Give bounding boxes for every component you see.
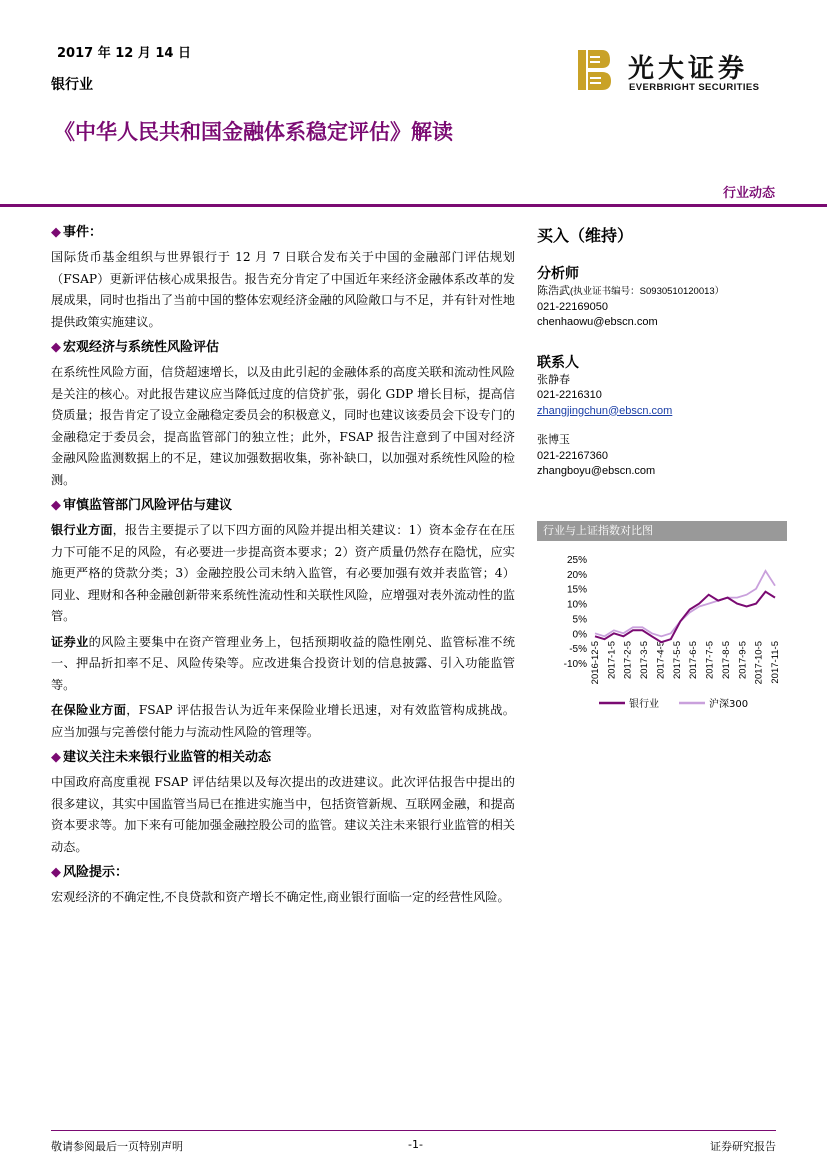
analyst-cert: (执业证书编号：S0930510120013） xyxy=(570,286,725,297)
macro-paragraph: 在系统性风险方面，信贷超速增长，以及由此引起的金融体系的高度关联和流动性风险是关注的核心。对此报告建议应当降低过度的信贷扩张，弱化 GDP 增长目标，提高信贷质量；报告肯定了设立金融稳定委员会的积极意义，同时也建议该委员会下设专门的金融稳定于委员会，提高监管部门的独立性；此外，FSAP 报告注意到了中国对经济金融风险监测数据上的不足，建议加强数据收集，弥补缺口，以加强对系统性风险的检测。 xyxy=(51,365,515,487)
y-tick-label: 5% xyxy=(572,614,587,626)
diamond-bullet-icon: ◆ xyxy=(51,340,61,355)
contact1-phone: 021-2216310 xyxy=(537,389,602,401)
y-tick-label: 20% xyxy=(566,569,587,581)
sidebar xyxy=(537,222,787,480)
section-heading-risk: ◆ 风险提示： xyxy=(51,865,129,880)
footer-divider xyxy=(51,1130,776,1131)
rating: 买入（维持） xyxy=(537,226,634,245)
diamond-bullet-icon: ◆ xyxy=(51,498,61,513)
bank-lead: 银行业方面 xyxy=(51,523,113,537)
x-tick-label: 2017-9-5 xyxy=(737,641,749,680)
page-number: -1- xyxy=(408,1138,423,1151)
y-tick-label: -10% xyxy=(563,659,587,670)
y-tick-label: 0% xyxy=(572,629,587,641)
legend-label: 银行业 xyxy=(629,699,659,710)
company-logo xyxy=(578,48,778,94)
analyst-email: chenhaowu@ebscn.com xyxy=(537,316,658,328)
analyst-label: 分析师 xyxy=(537,266,579,282)
main-content xyxy=(51,222,515,913)
x-tick-label: 2017-10-5 xyxy=(753,641,765,685)
x-tick-label: 2017-6-5 xyxy=(688,641,700,680)
y-tick-label: -5% xyxy=(569,644,587,656)
comparison-chart xyxy=(537,521,787,717)
analyst-line xyxy=(537,284,787,300)
focus-paragraph: 中国政府高度重视 FSAP 评估结果以及每次提出的改进建议。此次评估报告中提出的很多建议，其实中国监管当局已在推进实施当中，包括资管新规、互联网金融，和提高资本要求等。加下来有可能加强金融控股公司的监管。建议关注未来银行业监管的相关动态。 xyxy=(51,775,515,854)
x-tick-label: 2017-2-5 xyxy=(622,641,634,680)
event-paragraph: 国际货币基金组织与世界银行于 12 月 7 日联合发布关于中国的金融部门评估规划（FSAP）更新评估核心成果报告。报告充分肯定了中国近年来经济金融体系改革的发展成果，同时也指出了当前中国的整体宏观经济金融的风险敞口与不足，并有针对性地提供政策实施建议。 xyxy=(51,250,515,329)
diamond-bullet-icon: ◆ xyxy=(51,865,61,880)
logo-english-text: EVERBRIGHT SECURITIES xyxy=(629,82,760,93)
footer-report-type: 证券研究报告 xyxy=(710,1140,776,1153)
contact2-name: 张博玉 xyxy=(537,434,570,446)
contact1-name: 张静春 xyxy=(537,373,570,386)
x-tick-label: 2017-3-5 xyxy=(639,641,651,680)
contact-label: 联系人 xyxy=(537,354,579,371)
header-divider xyxy=(0,204,827,207)
chart-plot xyxy=(537,545,787,715)
diamond-bullet-icon: ◆ xyxy=(51,225,61,240)
insurance-lead: 在保险业方面 xyxy=(51,703,127,717)
section-heading-focus: ◆ 建议关注未来银行业监管的相关动态 xyxy=(51,750,272,765)
y-tick-label: 10% xyxy=(566,599,587,611)
chart-title: 行业与上证指数对比图 xyxy=(537,521,787,541)
logo-chinese-text: 光大证券 xyxy=(628,54,749,84)
analyst-phone: 021-22169050 xyxy=(537,300,608,313)
section-heading-event: ◆ 事件： xyxy=(51,225,103,240)
report-date: 2017 年 12 月 14 日 xyxy=(57,46,191,61)
document-type: 行业动态 xyxy=(722,186,775,201)
bank-paragraph: 银行业方面，报告主要提示了以下四方面的风险并提出相关建议：1）资本金存在在压力下可能不足的风险，有必要进一步提高资本要求；2）资产质量仍然存在隐忧，应实施更严格的贷款分类；3）金融控股公司未纳入监管，有必要加强有效并表监管；4）同业、理财和各种金融创新带来系统性流动性和关联性风险，应增强对表外流动性的监管。 xyxy=(51,523,515,623)
section-heading-macro: ◆ 宏观经济与系统性风险评估 xyxy=(51,340,220,355)
series-line-bank xyxy=(595,592,775,643)
x-tick-label: 2017-11-5 xyxy=(770,641,781,684)
x-tick-label: 2017-5-5 xyxy=(671,641,683,680)
contact2-phone: 021-22167360 xyxy=(537,449,608,462)
contact2-email: zhangboyu@ebscn.com xyxy=(537,465,656,477)
x-tick-label: 2017-1-5 xyxy=(606,641,618,680)
report-title: 《中华人民共和国金融体系稳定评估》解读 xyxy=(54,120,453,144)
contact1-email-link[interactable]: zhangjingchun@ebscn.com xyxy=(537,404,673,417)
industry-label: 银行业 xyxy=(51,77,93,93)
legend-label: 沪深300 xyxy=(709,699,749,710)
series-line-hs300 xyxy=(595,571,775,636)
x-tick-label: 2017-7-5 xyxy=(704,641,716,680)
analyst-name: 陈浩武 xyxy=(537,285,570,297)
securities-paragraph: 证券业的风险主要集中在资产管理业务上，包括预期收益的隐性刚兑、监管标准不统一、押品折扣率不足、风险传染等。应改进集合投资计划的信息披露、引入功能监管等。 xyxy=(51,634,516,692)
everbright-logo-icon xyxy=(578,48,612,92)
securities-lead: 证券业 xyxy=(51,634,89,649)
x-tick-label: 2017-8-5 xyxy=(720,641,732,680)
risk-paragraph: 宏观经济的不确定性,不良贷款和资产增长不确定性,商业银行面临一定的经营性风险。 xyxy=(51,890,510,904)
y-tick-label: 25% xyxy=(566,555,587,566)
section-heading-supervision: ◆ 审慎监管部门风险评估与建议 xyxy=(51,498,233,513)
y-tick-label: 15% xyxy=(566,584,587,596)
diamond-bullet-icon: ◆ xyxy=(51,750,61,765)
insurance-paragraph: 在保险业方面，FSAP 评估报告认为近年来保险业增长迅速，对有效监管构成挑战。应当加强与完善偿付能力与流动性风险的管理等。 xyxy=(51,703,515,739)
footer-disclaimer: 敬请参阅最后一页特别声明 xyxy=(51,1140,183,1153)
x-tick-label: 2017-4-5 xyxy=(655,641,667,680)
x-tick-label: 2016-12-5 xyxy=(590,641,601,685)
